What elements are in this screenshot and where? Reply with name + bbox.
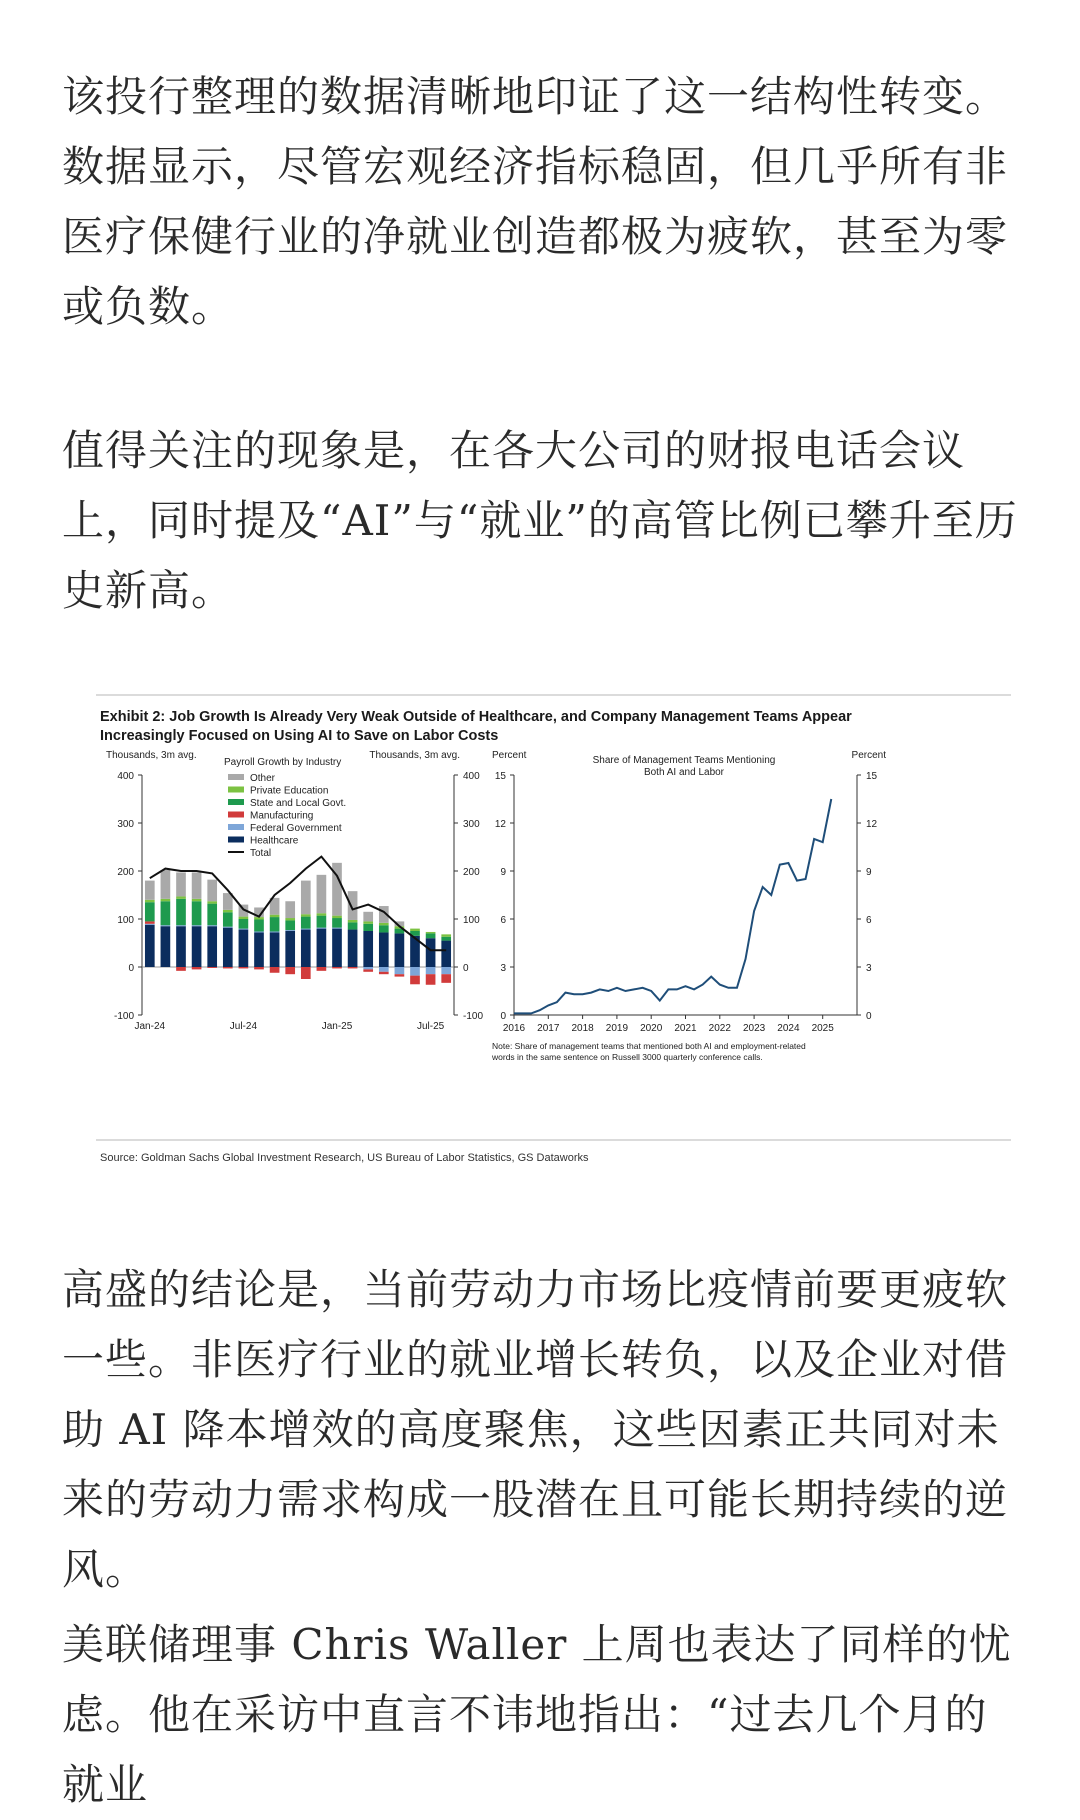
- bar-segment-healthcare: [145, 925, 155, 967]
- left-tick-label: 400: [117, 771, 134, 782]
- bar-segment-federal-government: [223, 927, 233, 928]
- bar-segment-state-and-local-govt: [332, 918, 342, 928]
- left-tick-label: 300: [117, 819, 134, 830]
- x-tick-label: 2023: [742, 1023, 766, 1034]
- bar-segment-private-education: [332, 916, 342, 918]
- bar-segment-manufacturing: [348, 967, 358, 968]
- left-tick-label: 200: [117, 867, 134, 878]
- legend-swatch: [228, 824, 244, 830]
- bar-segment-federal-government: [332, 928, 342, 929]
- bar-segment-state-and-local-govt: [161, 901, 171, 925]
- bar-segment-manufacturing: [441, 974, 451, 983]
- bar-segment-other: [285, 901, 295, 918]
- article-paragraph-2: 值得关注的现象是，在各大公司的财报电话会议上，同时提及“AI”与“就业”的高管比例已攀升至历史新高。: [62, 426, 1018, 615]
- right-tick-label: 200: [463, 867, 480, 878]
- legend-swatch: [228, 774, 244, 780]
- right-axis-label: Percent: [851, 750, 886, 761]
- bar-segment-private-education: [410, 929, 420, 931]
- legend-swatch: [228, 799, 244, 805]
- bar-segment-private-education: [426, 932, 436, 933]
- bar-segment-manufacturing: [285, 967, 295, 974]
- bar-segment-manufacturing: [332, 967, 342, 968]
- bar-segment-state-and-local-govt: [176, 899, 186, 925]
- bar-segment-private-education: [161, 899, 171, 901]
- left-axis-label: Percent: [492, 750, 527, 761]
- left-tick-label: 0: [128, 963, 134, 974]
- bar-segment-healthcare: [363, 931, 373, 967]
- x-tick-label: 2024: [777, 1023, 800, 1034]
- right-tick-label: 100: [463, 915, 480, 926]
- bar-segment-state-and-local-govt: [239, 919, 249, 929]
- bar-segment-state-and-local-govt: [441, 937, 451, 941]
- bar-segment-state-and-local-govt: [317, 916, 327, 928]
- bar-segment-other: [301, 881, 311, 915]
- bar-segment-private-education: [301, 914, 311, 916]
- legend-swatch: [228, 787, 244, 793]
- exhibit-title-line-1: Exhibit 2: Job Growth Is Already Very Weak Outside of Healthcare, and Company Management Teams Appear: [100, 709, 852, 725]
- bar-segment-manufacturing: [363, 969, 373, 971]
- bar-segment-federal-government: [395, 967, 405, 974]
- bar-segment-federal-government: [285, 930, 295, 931]
- x-tick-label: 2018: [571, 1023, 594, 1034]
- bar-segment-private-education: [223, 910, 233, 912]
- legend-swatch: [228, 812, 244, 818]
- bar-segment-other: [161, 870, 171, 899]
- right-tick-label: 3: [866, 963, 872, 974]
- chart-title-line-1: Share of Management Teams Mentioning: [592, 755, 776, 766]
- legend-label: Federal Government: [250, 823, 342, 834]
- left-tick-label: -100: [113, 1011, 134, 1022]
- bar-segment-other: [317, 875, 327, 913]
- x-tick-label: 2016: [502, 1023, 526, 1034]
- left-tick-label: 6: [500, 915, 506, 926]
- bar-segment-private-education: [239, 917, 249, 919]
- bar-segment-private-education: [176, 896, 186, 898]
- x-tick-label: Jan-25: [321, 1021, 353, 1032]
- bar-segment-manufacturing: [270, 967, 280, 973]
- chart-note-line-1: Note: Share of management teams that mentioned both AI and employment-related: [492, 1041, 806, 1051]
- bar-segment-state-and-local-govt: [207, 904, 217, 926]
- bar-segment-federal-government: [379, 967, 389, 972]
- legend-label: Other: [250, 773, 276, 784]
- exhibit-figure: [96, 692, 1011, 1172]
- bar-segment-healthcare: [176, 926, 186, 967]
- right-tick-label: 6: [866, 915, 872, 926]
- bar-segment-manufacturing: [379, 972, 389, 974]
- right-tick-label: 15: [866, 771, 878, 782]
- bar-segment-federal-government: [161, 925, 171, 926]
- bar-segment-healthcare: [348, 930, 358, 967]
- bar-segment-state-and-local-govt: [301, 917, 311, 929]
- x-tick-label: Jul-24: [229, 1021, 258, 1032]
- bar-segment-state-and-local-govt: [192, 901, 202, 925]
- bar-segment-healthcare: [161, 926, 171, 967]
- ai-labor-mentions-chart: [491, 750, 886, 1062]
- x-tick-label: Jul-25: [416, 1021, 445, 1032]
- bar-segment-private-education: [270, 915, 280, 917]
- x-tick-label: 2020: [640, 1023, 663, 1034]
- bar-segment-manufacturing: [239, 967, 249, 968]
- bar-segment-federal-government: [426, 967, 436, 974]
- article-paragraph-3: 高盛的结论是，当前劳动力市场比疫情前要更疲软一些。非医疗行业的就业增长转负，以及企业对借助 AI 降本增效的高度聚焦，这些因素正共同对未来的劳动力需求构成一股潜在且可能长期持续的逆风。: [62, 1265, 1009, 1594]
- ai-labor-share-line: [514, 799, 831, 1013]
- legend-label: Total: [250, 848, 272, 859]
- legend-label: Healthcare: [250, 835, 299, 847]
- bar-segment-private-education: [207, 901, 217, 903]
- bar-segment-state-and-local-govt: [254, 919, 264, 931]
- bar-segment-healthcare: [317, 929, 327, 967]
- legend-label: Private Education: [250, 785, 329, 797]
- bar-segment-healthcare: [239, 930, 249, 967]
- left-tick-label: 15: [494, 771, 506, 782]
- left-tick-label: 0: [500, 1011, 506, 1022]
- x-tick-label: 2021: [674, 1023, 697, 1034]
- right-axis-label: Thousands, 3m avg.: [369, 750, 460, 761]
- bar-segment-other: [207, 880, 217, 902]
- x-tick-label: 2019: [605, 1023, 629, 1034]
- bar-segment-healthcare: [426, 938, 436, 967]
- bar-segment-healthcare: [223, 928, 233, 967]
- bar-segment-state-and-local-govt: [363, 924, 373, 931]
- right-tick-label: -100: [463, 1011, 484, 1022]
- bar-segment-other: [348, 891, 358, 920]
- bar-segment-federal-government: [176, 925, 186, 926]
- right-tick-label: 400: [463, 771, 480, 782]
- bar-segment-healthcare: [379, 932, 389, 967]
- bar-segment-healthcare: [270, 932, 280, 967]
- bar-segment-manufacturing: [426, 974, 436, 985]
- bar-segment-federal-government: [145, 924, 155, 925]
- x-tick-label: 2022: [708, 1023, 731, 1034]
- right-tick-label: 0: [463, 963, 469, 974]
- left-tick-label: 12: [494, 819, 506, 830]
- x-tick-label: Jan-24: [134, 1021, 166, 1032]
- bar-segment-private-education: [145, 900, 155, 902]
- right-tick-label: 12: [866, 819, 878, 830]
- bar-segment-other: [145, 881, 155, 900]
- x-tick-label: 2017: [537, 1023, 560, 1034]
- legend-label: Manufacturing: [250, 810, 314, 822]
- bar-segment-healthcare: [192, 926, 202, 967]
- bar-segment-manufacturing: [192, 967, 202, 969]
- bar-segment-manufacturing: [317, 967, 327, 971]
- bar-segment-private-education: [317, 913, 327, 915]
- bar-segment-healthcare: [441, 941, 451, 967]
- exhibit-title-line-2: Increasingly Focused on Using AI to Save on Labor Costs: [100, 728, 499, 744]
- bar-segment-healthcare: [285, 931, 295, 967]
- right-tick-label: 9: [866, 867, 872, 878]
- bar-segment-federal-government: [192, 925, 202, 926]
- article-paragraph-4: 美联储理事 Chris Waller 上周也表达了同样的忧虑。他在采访中直言不讳地指出：“过去几个月的就业: [62, 1620, 1012, 1809]
- bar-segment-manufacturing: [395, 974, 405, 976]
- bar-segment-private-education: [192, 899, 202, 901]
- bar-segment-state-and-local-govt: [426, 933, 436, 938]
- chart-title: Payroll Growth by Industry: [224, 757, 342, 768]
- bar-segment-state-and-local-govt: [270, 917, 280, 931]
- bar-segment-federal-government: [207, 925, 217, 926]
- bar-segment-federal-government: [363, 967, 373, 969]
- bar-segment-state-and-local-govt: [285, 920, 295, 930]
- bar-segment-other: [192, 872, 202, 898]
- bar-segment-manufacturing: [207, 967, 217, 968]
- bar-segment-other: [363, 912, 373, 922]
- bar-segment-manufacturing: [301, 967, 311, 979]
- bar-segment-federal-government: [270, 931, 280, 932]
- bar-segment-federal-government: [239, 929, 249, 930]
- left-tick-label: 100: [117, 915, 134, 926]
- bar-segment-healthcare: [332, 929, 342, 967]
- bar-segment-federal-government: [317, 928, 327, 929]
- bar-segment-healthcare: [395, 933, 405, 967]
- right-tick-label: 300: [463, 819, 480, 830]
- left-tick-label: 9: [500, 867, 506, 878]
- bar-segment-private-education: [441, 934, 451, 936]
- bar-segment-manufacturing: [410, 976, 420, 985]
- right-tick-label: 0: [866, 1011, 872, 1022]
- chart-title-line-2: Both AI and Labor: [643, 767, 725, 778]
- bar-segment-other: [176, 872, 186, 896]
- bar-segment-federal-government: [441, 967, 451, 974]
- left-tick-label: 3: [500, 963, 506, 974]
- legend-swatch: [228, 837, 244, 843]
- bar-segment-private-education: [285, 918, 295, 920]
- bar-segment-private-education: [363, 921, 373, 923]
- bar-segment-state-and-local-govt: [348, 922, 358, 929]
- exhibit-source: Source: Goldman Sachs Global Investment Research, US Bureau of Labor Statistics, GS Dataworks: [100, 1152, 589, 1164]
- bar-segment-manufacturing: [145, 921, 155, 923]
- bar-segment-state-and-local-govt: [223, 912, 233, 926]
- chart-note-line-2: words in the same sentence on Russell 3000 quarterly conference calls.: [492, 1052, 763, 1062]
- left-axis-label: Thousands, 3m avg.: [106, 750, 197, 761]
- bar-segment-healthcare: [301, 930, 311, 967]
- x-tick-label: 2025: [811, 1023, 834, 1034]
- article-paragraph-1: 该投行整理的数据清晰地印证了这一结构性转变。数据显示，尽管宏观经济指标稳固，但几乎所有非医疗保健行业的净就业创造都极为疲软，甚至为零或负数。: [62, 72, 1009, 331]
- bar-segment-manufacturing: [254, 967, 264, 969]
- bar-segment-manufacturing: [176, 967, 186, 971]
- bar-segment-federal-government: [410, 967, 420, 976]
- legend-label: State and Local Govt.: [250, 798, 347, 809]
- bar-segment-private-education: [348, 920, 358, 922]
- bar-segment-federal-government: [254, 931, 264, 932]
- bar-segment-federal-government: [301, 929, 311, 930]
- bar-segment-private-education: [379, 923, 389, 925]
- bar-segment-state-and-local-govt: [379, 925, 389, 932]
- payroll-growth-chart: [106, 750, 483, 1032]
- bar-segment-healthcare: [207, 926, 217, 967]
- bar-segment-state-and-local-govt: [145, 902, 155, 921]
- bar-segment-manufacturing: [223, 967, 233, 968]
- bar-segment-healthcare: [254, 932, 264, 967]
